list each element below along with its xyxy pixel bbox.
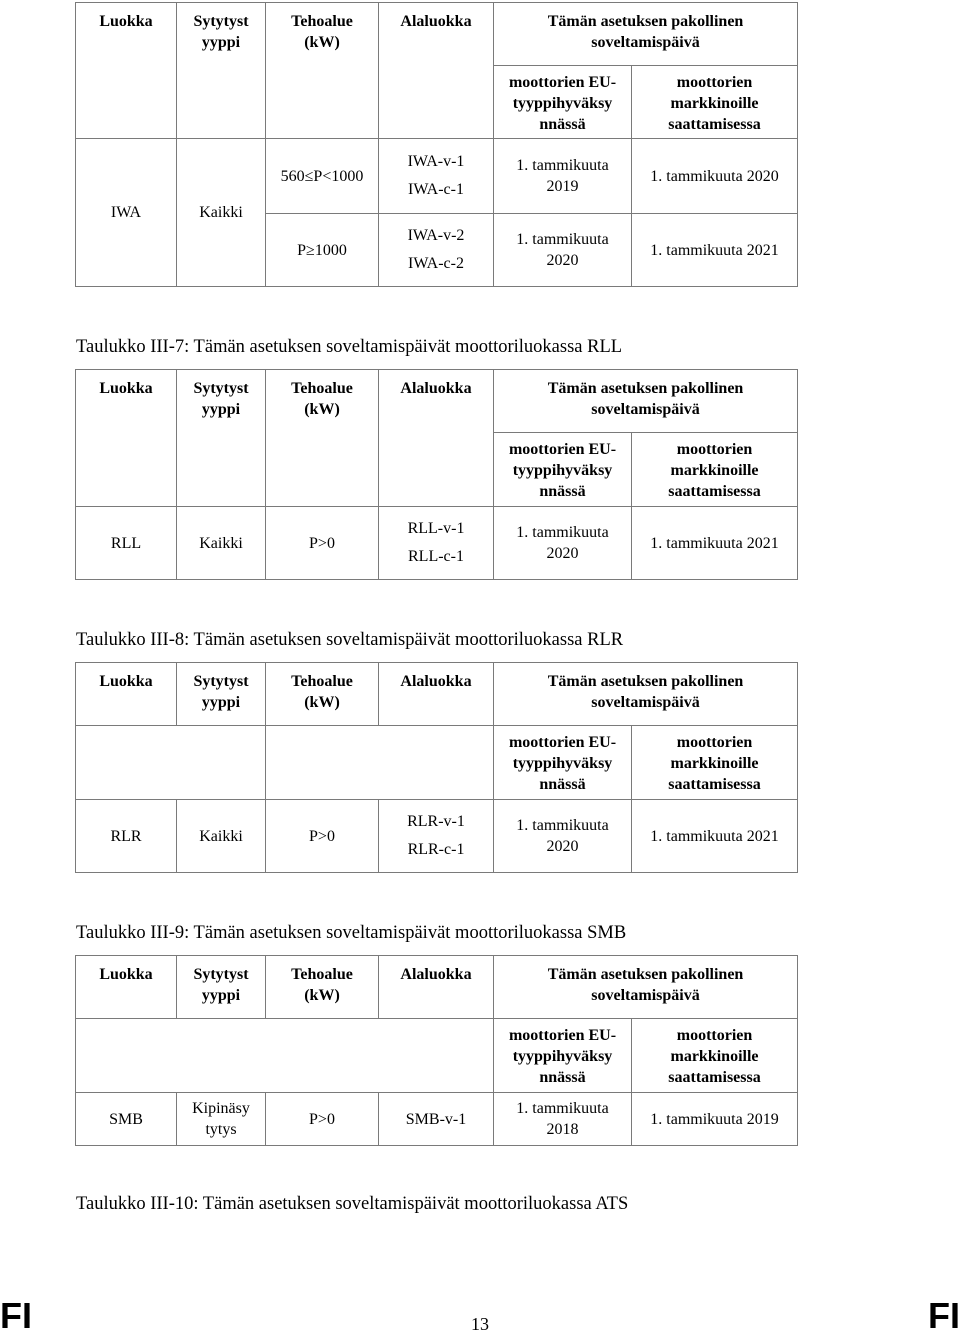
header-markkinoille: moottorien markkinoille saattamisessa <box>632 726 798 800</box>
cell-tehoalue: 560≤P<1000 <box>266 139 379 214</box>
cell-sytytystyyppi: Kipinäsy tytys <box>177 1093 266 1146</box>
cell-alaluokka: SMB-v-1 <box>379 1093 494 1146</box>
header-tehoalue: Tehoalue (kW) <box>266 663 379 726</box>
header-sytytystyyppi: Sytytyst yyppi <box>177 3 266 139</box>
header-pakollinen: Tämän asetuksen pakollinen soveltamispäivä <box>494 663 798 726</box>
table-iwa <box>75 2 798 287</box>
cell-tehoalue: P>0 <box>266 800 379 873</box>
cell-eu-date: 1. tammikuuta 2018 <box>494 1093 632 1146</box>
table-caption: Taulukko III-9: Tämän asetuksen soveltamispäivät moottoriluokassa SMB <box>76 923 627 943</box>
table-subheader-row <box>76 726 798 800</box>
table-rlr <box>75 662 798 873</box>
cell-markkinoille-date: 1. tammikuuta 2019 <box>632 1093 798 1146</box>
header-markkinoille: moottorien markkinoille saattamisessa <box>632 66 798 139</box>
header-alaluokka: Alaluokka <box>379 370 494 507</box>
header-eu-tyyppihyvaksynta: moottorien EU- tyyppihyväksy nnässä <box>494 726 632 800</box>
table-smb <box>75 955 798 1146</box>
header-luokka: Luokka <box>76 663 177 726</box>
empty-cell <box>76 1019 494 1093</box>
header-sytytystyyppi: Sytytyst yyppi <box>177 663 266 726</box>
table-caption: Taulukko III-10: Tämän asetuksen soveltamispäivät moottoriluokassa ATS <box>76 1194 629 1214</box>
cell-eu-date: 1. tammikuuta 2019 <box>494 139 632 214</box>
cell-luokka: RLL <box>76 507 177 580</box>
empty-cell <box>76 726 266 800</box>
footer-language-left: FI <box>0 1295 32 1336</box>
header-tehoalue: Tehoalue (kW) <box>266 956 379 1019</box>
table-caption: Taulukko III-8: Tämän asetuksen soveltamispäivät moottoriluokassa RLR <box>76 630 624 650</box>
cell-sytytystyyppi: Kaikki <box>177 800 266 873</box>
header-eu-tyyppihyvaksynta: moottorien EU- tyyppihyväksy nnässä <box>494 433 632 507</box>
cell-markkinoille-date: 1. tammikuuta 2021 <box>632 507 798 580</box>
table-row <box>76 139 798 214</box>
header-pakollinen: Tämän asetuksen pakollinen soveltamispäivä <box>494 956 798 1019</box>
cell-eu-date: 1. tammikuuta 2020 <box>494 800 632 873</box>
header-sytytystyyppi: Sytytyst yyppi <box>177 370 266 507</box>
empty-cell <box>266 726 494 800</box>
table-row <box>76 507 798 580</box>
cell-luokka: RLR <box>76 800 177 873</box>
header-pakollinen: Tämän asetuksen pakollinen soveltamispäivä <box>494 370 798 433</box>
header-alaluokka: Alaluokka <box>379 3 494 139</box>
cell-eu-date: 1. tammikuuta 2020 <box>494 214 632 287</box>
header-pakollinen: Tämän asetuksen pakollinen soveltamispäivä <box>494 3 798 66</box>
header-eu-tyyppihyvaksynta: moottorien EU- tyyppihyväksy nnässä <box>494 1019 632 1093</box>
header-alaluokka: Alaluokka <box>379 663 494 726</box>
cell-sytytystyyppi: Kaikki <box>177 139 266 287</box>
cell-alaluokka: RLL-v-1 RLL-c-1 <box>379 507 494 580</box>
header-markkinoille: moottorien markkinoille saattamisessa <box>632 433 798 507</box>
cell-sytytystyyppi: Kaikki <box>177 507 266 580</box>
cell-alaluokka: IWA-v-2 IWA-c-2 <box>379 214 494 287</box>
table-header-row <box>76 956 798 1019</box>
header-alaluokka: Alaluokka <box>379 956 494 1019</box>
header-luokka: Luokka <box>76 370 177 507</box>
header-tehoalue: Tehoalue (kW) <box>266 370 379 507</box>
cell-tehoalue: P>0 <box>266 1093 379 1146</box>
table-subheader-row <box>76 1019 798 1093</box>
header-sytytystyyppi: Sytytyst yyppi <box>177 956 266 1019</box>
cell-alaluokka: RLR-v-1 RLR-c-1 <box>379 800 494 873</box>
cell-eu-date: 1. tammikuuta 2020 <box>494 507 632 580</box>
cell-alaluokka: IWA-v-1 IWA-c-1 <box>379 139 494 214</box>
footer-language-right: FI <box>928 1295 960 1336</box>
table-caption: Taulukko III-7: Tämän asetuksen soveltamispäivät moottoriluokassa RLL <box>76 337 623 357</box>
cell-luokka: IWA <box>76 139 177 287</box>
header-markkinoille: moottorien markkinoille saattamisessa <box>632 1019 798 1093</box>
header-eu-tyyppihyvaksynta: moottorien EU- tyyppihyväksy nnässä <box>494 66 632 139</box>
table-row <box>76 1093 798 1146</box>
header-luokka: Luokka <box>76 956 177 1019</box>
header-luokka: Luokka <box>76 3 177 139</box>
cell-markkinoille-date: 1. tammikuuta 2021 <box>632 214 798 287</box>
cell-markkinoille-date: 1. tammikuuta 2021 <box>632 800 798 873</box>
header-tehoalue: Tehoalue (kW) <box>266 3 379 139</box>
cell-markkinoille-date: 1. tammikuuta 2020 <box>632 139 798 214</box>
cell-tehoalue: P≥1000 <box>266 214 379 287</box>
table-rll <box>75 369 798 580</box>
page-number: 13 <box>471 1314 489 1334</box>
cell-luokka: SMB <box>76 1093 177 1146</box>
table-header-row <box>76 3 798 66</box>
table-header-row <box>76 370 798 433</box>
table-header-row <box>76 663 798 726</box>
cell-tehoalue: P>0 <box>266 507 379 580</box>
table-row <box>76 800 798 873</box>
